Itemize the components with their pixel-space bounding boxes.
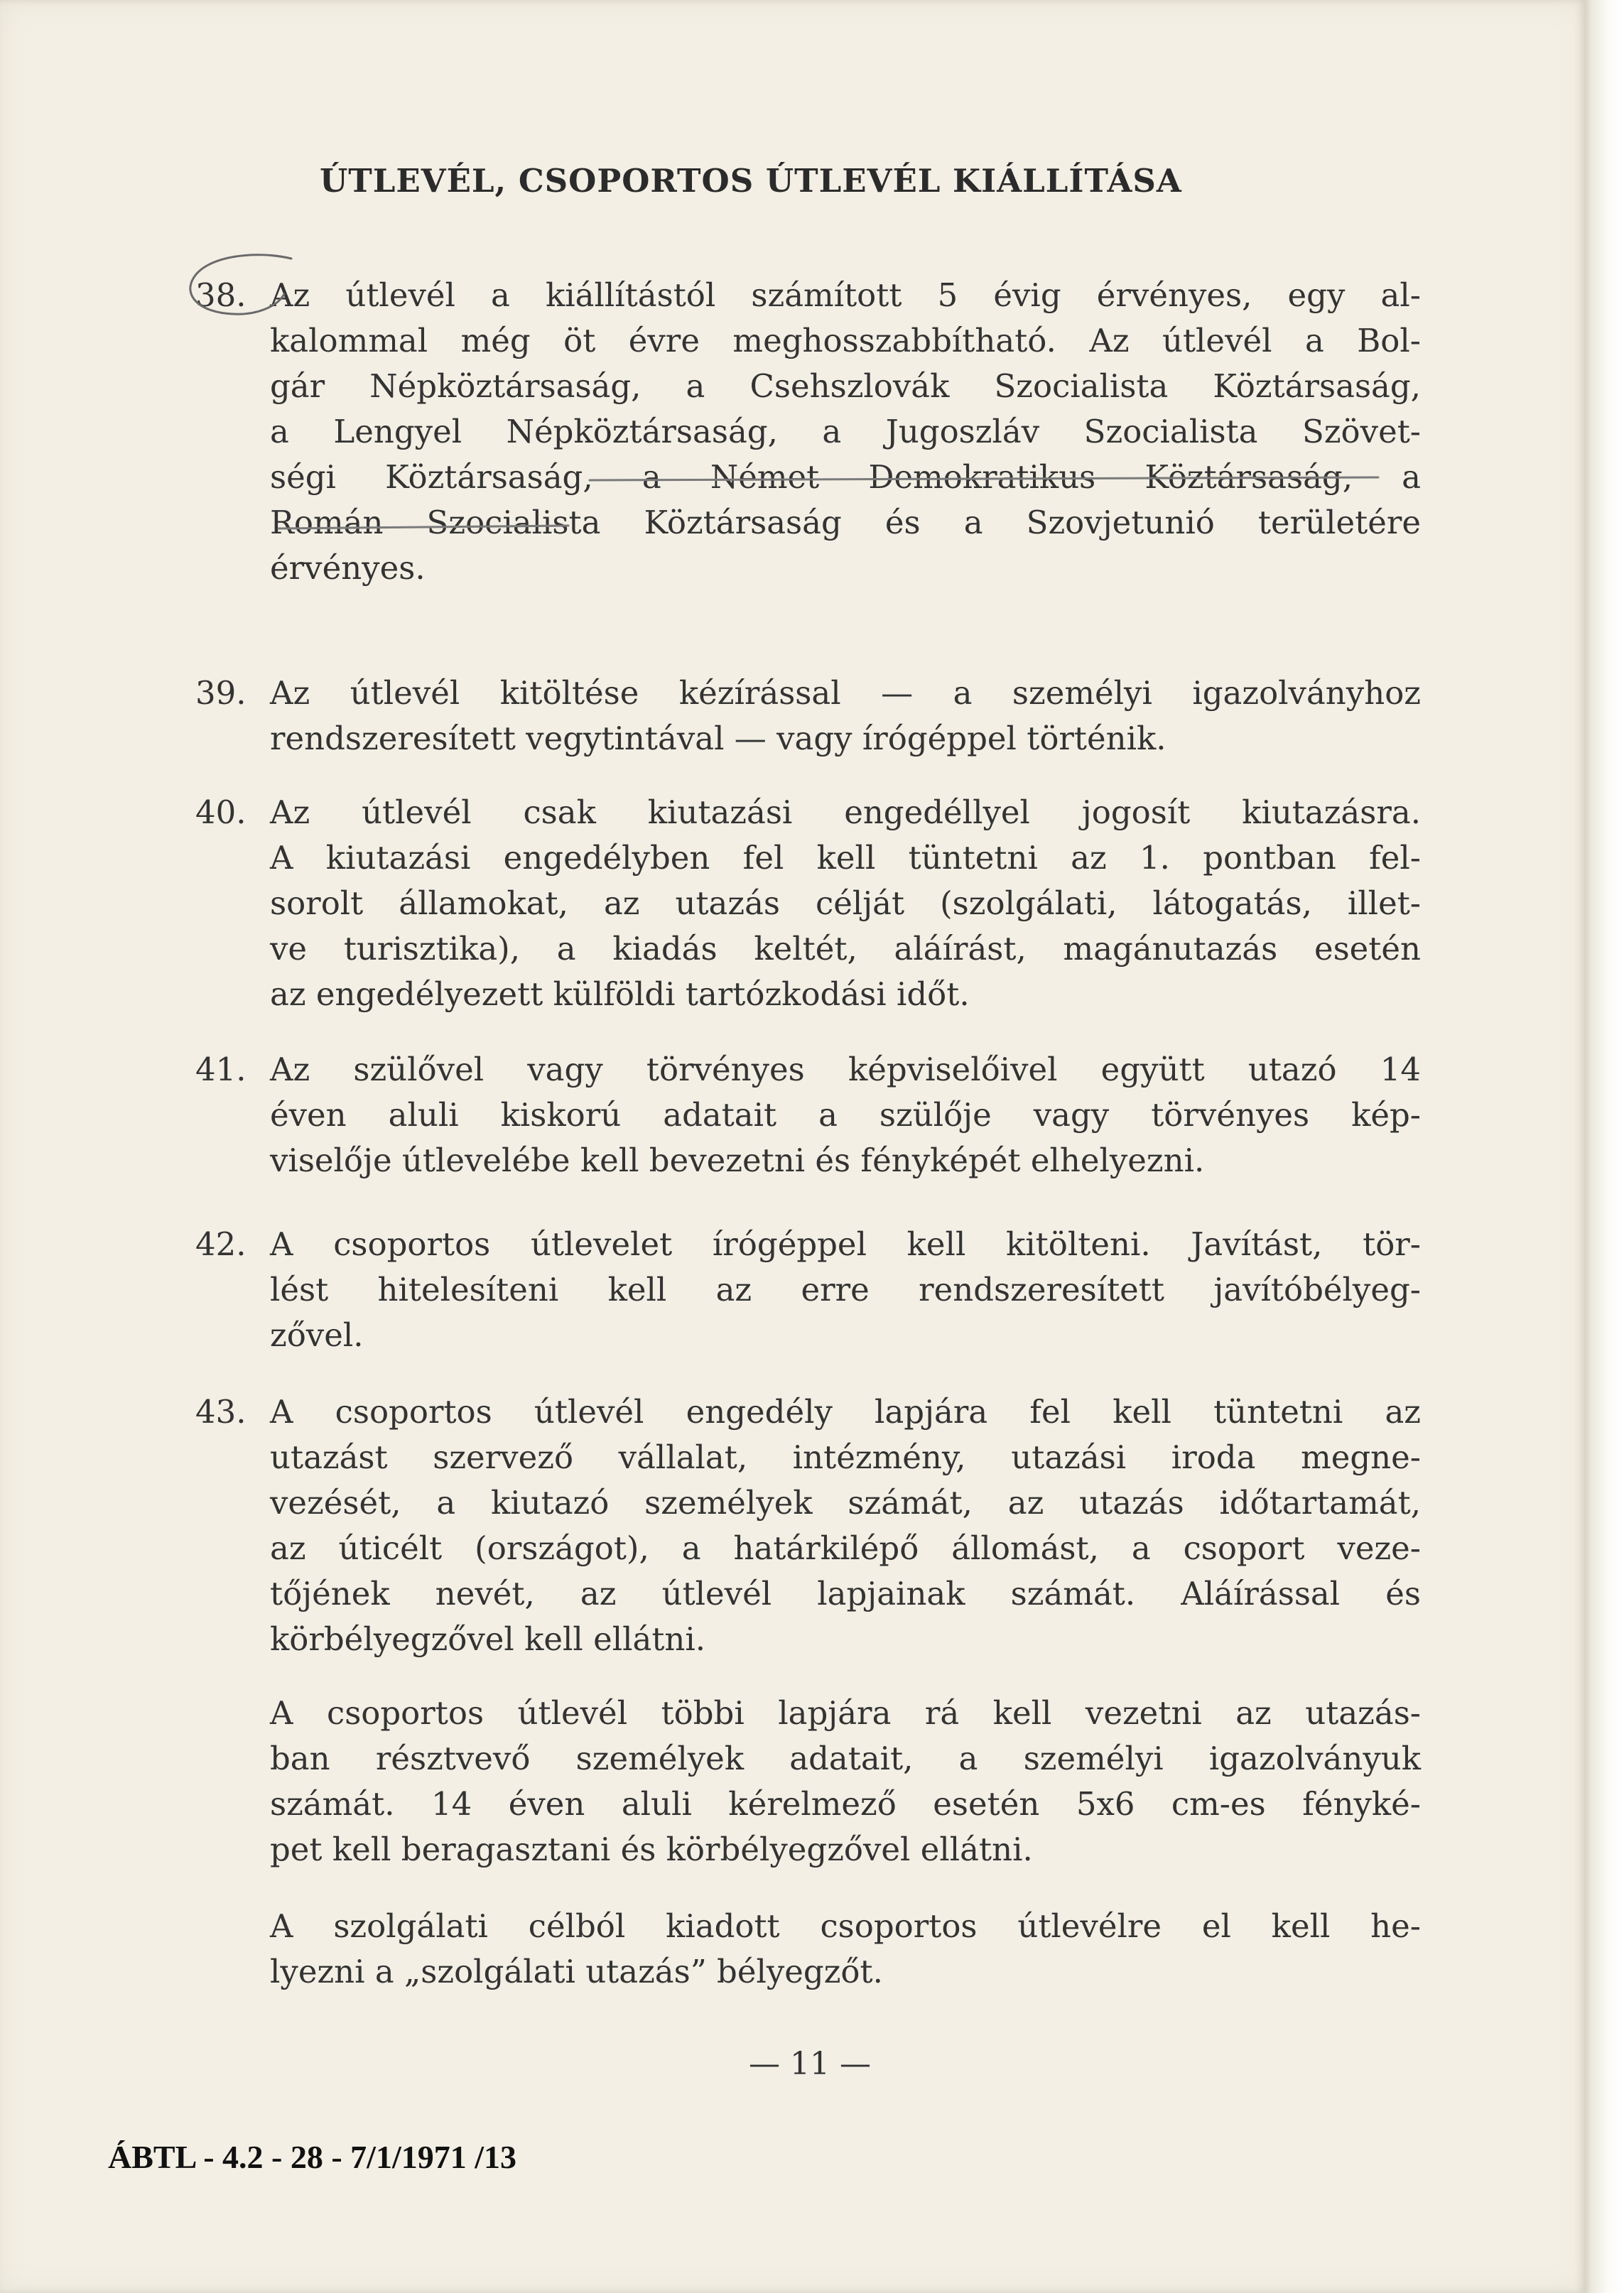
text-line: A csoportos útlevél engedély lapjára fel kell tüntetni az xyxy=(270,1393,1421,1431)
text-line: tőjének nevét, az útlevél lapjainak számát. Aláírással és xyxy=(270,1575,1421,1612)
text-line: Román Szocialista Köztársaság és a Szovjetunió területére xyxy=(270,504,1421,541)
section-43-paragraph-3 xyxy=(270,1904,1421,1995)
text-line: pet kell beragasztani és körbélyegzővel ellátni. xyxy=(270,1831,1033,1868)
text-line: éven aluli kiskorú adatait a szülője vagy törvényes kép- xyxy=(270,1096,1421,1134)
text-line: ségi Köztársaság, a Német Demokratikus Köztársaság, a xyxy=(270,458,1421,496)
text-line: A kiutazási engedélyben fel kell tüntetni az 1. pontban fel- xyxy=(270,839,1421,877)
section-number: 40. xyxy=(195,793,247,831)
section-43 xyxy=(195,1389,1421,1662)
text-line: körbélyegzővel kell ellátni. xyxy=(270,1620,706,1658)
text-line: számát. 14 éven aluli kérelmező esetén 5x6 cm-es fényké- xyxy=(270,1785,1421,1823)
archive-reference: ÁBTL - 4.2 - 28 - 7/1/1971 /13 xyxy=(108,2139,517,2175)
section-42 xyxy=(195,1222,1421,1358)
text-line: kalommal még öt évre meghosszabbítható. Az útlevél a Bol- xyxy=(270,322,1421,359)
text-line: gár Népköztársaság, a Csehszlovák Szocialista Köztársaság, xyxy=(270,367,1421,405)
section-number: 39. xyxy=(195,674,247,712)
section-number: 42. xyxy=(195,1225,247,1263)
text-line: sorolt államokat, az utazás célját (szolgálati, látogatás, illet- xyxy=(270,884,1421,922)
text-line: az úticélt (országot), a határkilépő állomást, a csoport veze- xyxy=(270,1529,1421,1567)
section-number: 38. xyxy=(195,276,247,314)
text-line: viselője útlevelébe kell bevezetni és fényképét elhelyezni. xyxy=(270,1142,1205,1179)
text-line: Az útlevél a kiállítástól számított 5 évig érvényes, egy al- xyxy=(270,276,1421,314)
section-41 xyxy=(195,1047,1421,1183)
text-line: ve turisztika), a kiadás keltét, aláírást, magánutazás esetén xyxy=(270,930,1421,967)
text-line: Az szülővel vagy törvényes képviselőivel együtt utazó 14 xyxy=(270,1051,1421,1088)
text-line: érvényes. xyxy=(270,549,426,587)
section-number: 41. xyxy=(195,1051,247,1088)
section-40 xyxy=(195,790,1421,1017)
text-line: lést hitelesíteni kell az erre rendszeresített javítóbélyeg- xyxy=(270,1271,1421,1308)
text-line: lyezni a „szolgálati utazás” bélyegzőt. xyxy=(270,1953,883,1990)
text-line: Az útlevél kitöltése kézírással — a személyi igazolványhoz xyxy=(270,674,1421,712)
text-line: az engedélyezett külföldi tartózkodási időt. xyxy=(270,975,970,1013)
text-line: A csoportos útlevél többi lapjára rá kell vezetni az utazás- xyxy=(270,1694,1421,1732)
page-edge-shadow xyxy=(1586,0,1624,2293)
text-line: ban résztvevő személyek adatait, a személyi igazolványuk xyxy=(270,1740,1421,1777)
section-39 xyxy=(195,671,1421,761)
page-title: ÚTLEVÉL, CSOPORTOS ÚTLEVÉL KIÁLLÍTÁSA xyxy=(320,162,1182,200)
text-line: rendszeresített vegytintával — vagy írógéppel történik. xyxy=(270,720,1166,757)
page-number: — 11 — xyxy=(749,2046,871,2082)
text-line: A szolgálati célból kiadott csoportos útlevélre el kell he- xyxy=(270,1907,1421,1945)
section-43-paragraph-2 xyxy=(270,1691,1421,1872)
text-line: A csoportos útlevelet írógéppel kell kitölteni. Javítást, tör- xyxy=(270,1225,1421,1263)
text-line: Az útlevél csak kiutazási engedéllyel jogosít kiutazásra. xyxy=(270,793,1421,831)
text-line: vezését, a kiutazó személyek számát, az utazás időtartamát, xyxy=(270,1484,1421,1522)
section-38 xyxy=(195,273,1421,591)
text-line: zővel. xyxy=(270,1316,364,1354)
text-line: utazást szervező vállalat, intézmény, utazási iroda megne- xyxy=(270,1438,1421,1476)
text-line: a Lengyel Népköztársaság, a Jugoszláv Szocialista Szövet- xyxy=(270,413,1421,450)
section-number: 43. xyxy=(195,1393,247,1431)
